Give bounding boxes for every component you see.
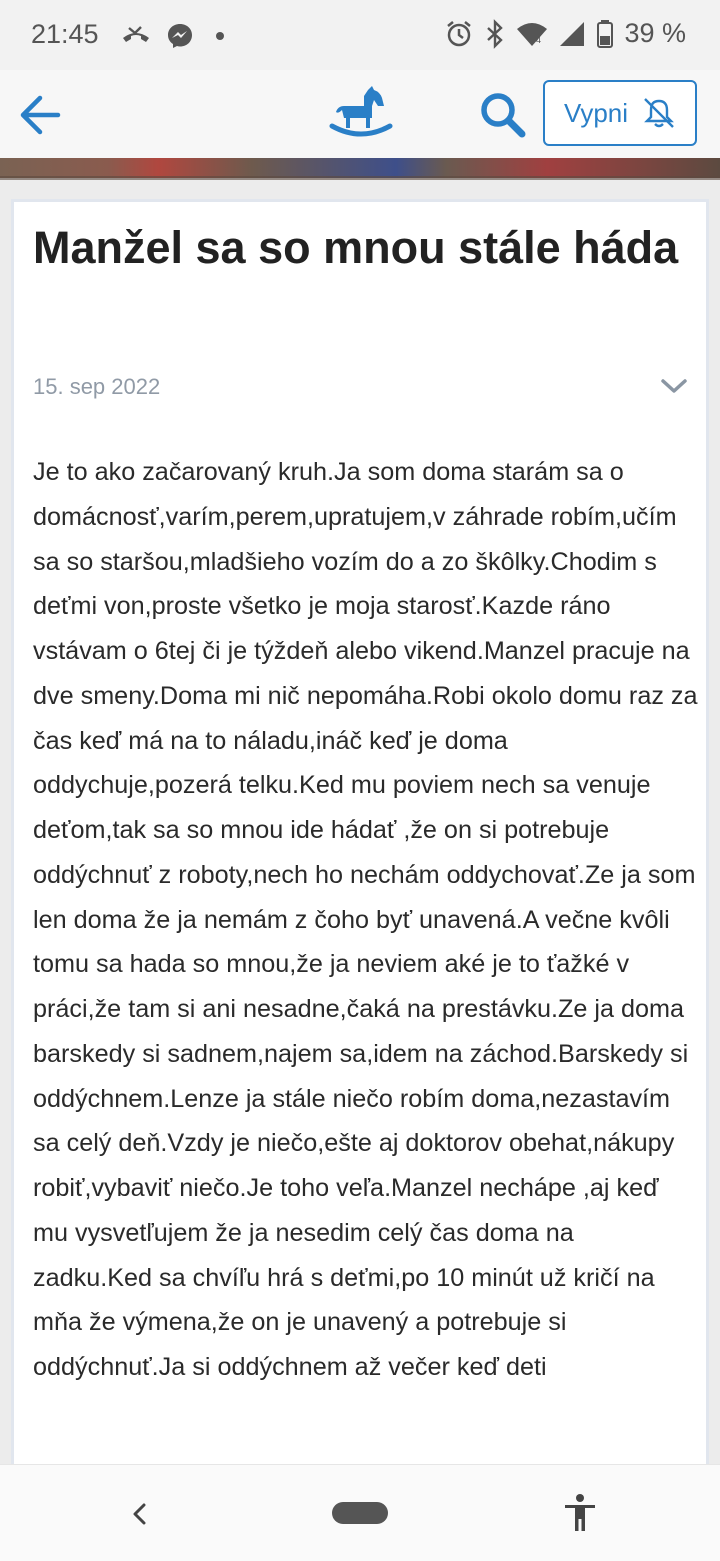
notification-dot-icon	[208, 24, 232, 48]
status-time: 21:45	[31, 19, 99, 49]
navigation-bar	[0, 1464, 720, 1561]
chevron-down-icon	[658, 372, 690, 400]
cell-signal-icon	[558, 20, 586, 48]
bluetooth-icon	[484, 19, 506, 49]
status-left-icons	[120, 20, 232, 52]
nav-back-button[interactable]	[126, 1499, 154, 1529]
status-bar	[0, 0, 720, 70]
expand-button[interactable]	[658, 372, 690, 400]
messenger-icon	[166, 22, 194, 50]
vypni-label: Vypni	[563, 97, 629, 128]
accessibility-icon	[562, 1493, 598, 1533]
status-right-icons	[444, 18, 686, 49]
header-image	[0, 158, 720, 178]
wifi-icon	[516, 20, 548, 48]
battery-icon	[596, 19, 614, 49]
rocking-horse-icon	[328, 84, 394, 144]
arrow-left-icon	[18, 92, 64, 138]
vypni-button[interactable]	[543, 80, 697, 146]
article-body: Je to ako začarovaný kruh.Ja som doma starám sa o domácnosť,varím,perem,upratujem,v záhrade robím,učím sa so staršou,mladšieho vozím do a zo škôlky.Chodim s deťmi von,proste všetko je moja starosť.Kazde ráno vstávam o 6tej či je týždeň alebo vikend.Manzel pracuje na dve smeny.Doma mi nič nepomáha.Robi okolo domu raz za čas keď má na to náladu,ináč keď je doma oddychuje,pozerá telku.Ked mu poviem nech sa venuje deťom,tak sa so mnou ide hádať ,že on si potrebuje oddýchnuť z roboty,nech ho nechám oddychovať.Ze ja som len doma že ja nemám z čoho byť unavená.A večne kvôli tomu sa hada so mnou,že ja neviem aké je to ťažké v práci,že tam si ani nesadne,čaká na prestávku.Ze ja doma barskedy si sadnem,najem sa,idem na záchod.Barskedy si oddýchnem.Lenze ja stále niečo robím doma,nezastavím sa celý deň.Vzdy je niečo,ešte aj doktorov obehat,nákupy robiť,vybaviť niečo.Je toho veľa.Manzel nechápe ,aj keď mu vysvetľujem že ja nesedim celý čas doma na zadku.Ked sa chvíľu hrá s deťmi,po 10 minút už kričí na mňa že výmena,že on je unavený a potrebuje si oddýchnuť.Ja si oddýchnem až večer keď deti	[33, 458, 698, 1381]
search-button[interactable]	[478, 90, 528, 140]
back-button[interactable]	[18, 92, 64, 138]
header-image-shadow	[0, 176, 720, 180]
logo[interactable]	[328, 84, 394, 144]
article-title: Manžel sa so mnou stále háda	[33, 222, 679, 273]
nav-back-icon	[126, 1499, 154, 1529]
svg-text:4: 4	[536, 34, 542, 45]
article-card	[11, 199, 709, 1499]
article-date: 15. sep 2022	[33, 374, 161, 399]
accessibility-button[interactable]	[562, 1493, 598, 1533]
app-bar	[0, 70, 720, 158]
missed-call-icon	[120, 24, 152, 48]
home-pill-icon[interactable]	[332, 1502, 388, 1524]
bell-off-icon	[642, 96, 676, 130]
alarm-icon	[444, 19, 474, 49]
search-icon	[478, 90, 528, 140]
battery-percent: 39 %	[624, 18, 686, 48]
